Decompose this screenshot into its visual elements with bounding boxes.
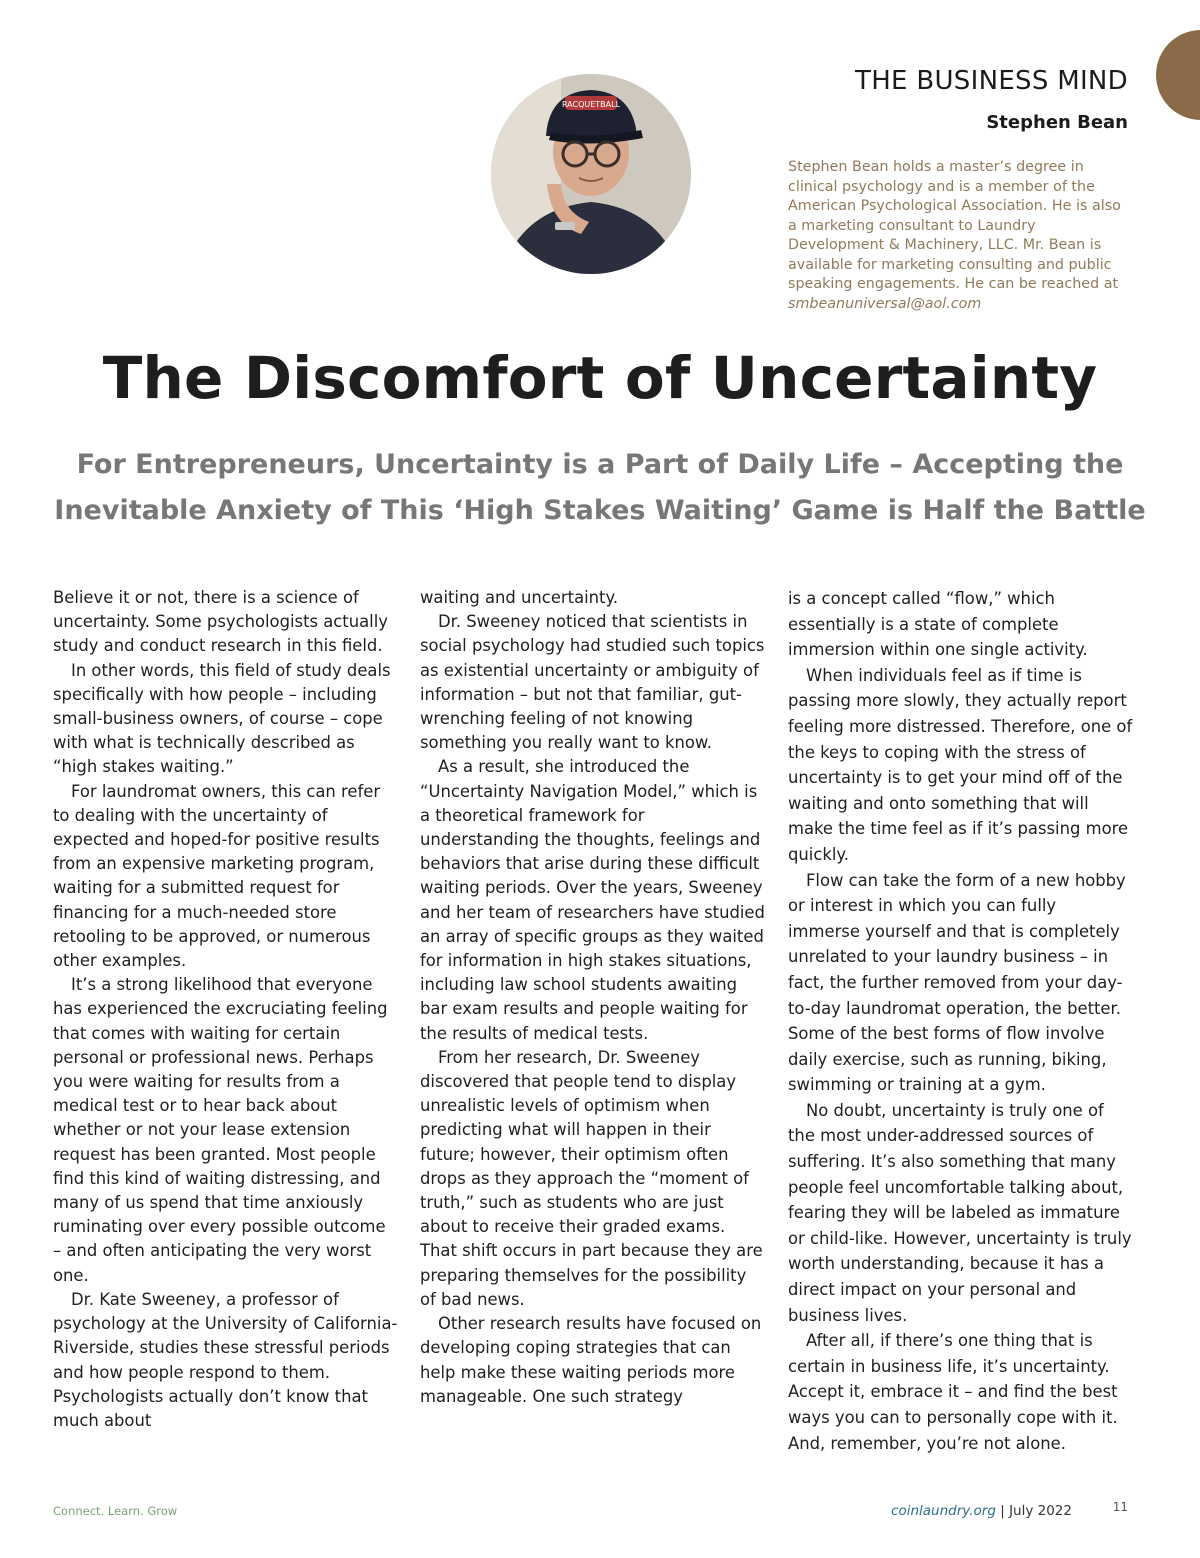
paragraph: No doubt, uncertainty is truly one of the most under-addressed sources of suffering. It’s also something that many people feel uncomfortable talking about, fearing they will be labeled as immature or child-like. However, uncertainty is truly worth understanding, because it has a direct impact on your personal and business lives.	[788, 1100, 1132, 1325]
paragraph: waiting and uncertainty.	[420, 588, 619, 607]
article-headline: The Discomfort of Uncertainty	[102, 344, 1098, 412]
svg-text:RACQUETBALL: RACQUETBALL	[561, 100, 621, 109]
footer-publication	[891, 1503, 1072, 1519]
section-title: THE BUSINESS MIND	[855, 66, 1128, 96]
paragraph: Flow can take the form of a new hobby or interest in which you can fully immerse yourself and that is completely unrelated to your laundry business – in fact, the further removed from your day-to-day laundromat operation, the better. Some of the best forms of flow involve daily exercise, such as running, biking, swimming or training at a gym.	[788, 870, 1126, 1095]
article-column-1	[53, 586, 398, 1433]
paragraph: Dr. Sweeney noticed that scientists in social psychology had studied such topics as existential uncertainty or ambiguity of information – but not that familiar, gut-wrenching feeling of not knowing something you really want to know.	[420, 612, 765, 753]
author-portrait-illustration	[491, 74, 691, 274]
article-subheadline: For Entrepreneurs, Uncertainty is a Part of Daily Life – Accepting the Inevitable Anxiety of This ‘High Stakes Waiting’ Game is Half the Battle	[54, 449, 1146, 526]
footer-site-link[interactable]: coinlaundry.org	[891, 1503, 996, 1519]
paragraph: After all, if there’s one thing that is certain in business life, it’s uncertainty. Accept it, embrace it – and find the best ways you can to personally cope with it. And, remember, you’re not alone.	[788, 1331, 1118, 1453]
paragraph: In other words, this field of study deals specifically with how people – including small-business owners, of course – cope with what is technically described as “high stakes waiting.”	[53, 660, 391, 777]
article-column-2	[420, 586, 765, 1409]
paragraph: For laundromat owners, this can refer to dealing with the uncertainty of expected and hoped-for positive results from an expensive marketing program, waiting for a submitted request for financing for a much-needed store retooling to be approved, or numerous other examples.	[53, 781, 381, 971]
author-byline: Stephen Bean	[986, 112, 1128, 133]
paragraph: Dr. Kate Sweeney, a professor of psychology at the University of California-Riverside, studies these stressful periods and how people respond to them. Psychologists actually don’t know that much about	[53, 1289, 398, 1430]
author-bio-text: Stephen Bean holds a master’s degree in clinical psychology and is a member of the American Psychological Association. He is also a marketing consultant to Laundry Development & Machinery, LLC. Mr. Bean is available for marketing consulting and public speaking engagements. He can be reached at	[788, 159, 1121, 292]
paragraph: Believe it or not, there is a science of uncertainty. Some psychologists actually study and conduct research in this field.	[53, 588, 388, 656]
paragraph: It’s a strong likelihood that everyone has experienced the excruciating feeling that comes with waiting for certain personal or professional news. Perhaps you were waiting for results from a medical test or to hear back about whether or not your lease extension request has been granted. Most people find this kind of waiting distressing, and many of us spend that time anxiously ruminating over every possible outcome – and often anticipating the very worst one.	[53, 975, 388, 1285]
section-tab-marker	[1156, 30, 1200, 120]
article-column-3	[788, 586, 1133, 1456]
paragraph: As a result, she introduced the “Uncertainty Navigation Model,” which is a theoretical framework for understanding the thoughts, feelings and behaviors that arise during these difficult waiting periods. Over the years, Sweeney and her team of researchers have studied an array of specific groups as they waited for information in high stakes situations, including law school students awaiting bar exam results and people waiting for the results of medical tests.	[420, 757, 765, 1043]
footer-tagline: Connect. Learn. Grow	[53, 1504, 178, 1518]
paragraph: is a concept called “flow,” which essentially is a state of complete immersion within one single activity.	[788, 589, 1088, 660]
author-bio	[788, 158, 1133, 314]
author-photo	[491, 74, 691, 274]
footer-issue-date: July 2022	[1009, 1503, 1072, 1519]
paragraph: From her research, Dr. Sweeney discovered that people tend to display unrealistic levels of optimism when predicting what will happen in their future; however, their optimism often drops as they approach the “moment of truth,” such as students who are just about to receive their graded exams. That shift occurs in part because they are preparing themselves for the possibility of bad news.	[420, 1047, 763, 1309]
page-number: 11	[1112, 1500, 1128, 1514]
author-email: smbeanuniversal@aol.com	[788, 295, 982, 312]
footer-separator: |	[1000, 1503, 1005, 1519]
paragraph: When individuals feel as if time is passing more slowly, they actually report feeling more distressed. Therefore, one of the keys to coping with the stress of uncertainty is to get your mind off of the waiting and onto something that will make the time feel as if it’s passing more quickly.	[788, 665, 1133, 864]
paragraph: Other research results have focused on developing coping strategies that can help make these waiting periods more manageable. One such strategy	[420, 1314, 762, 1406]
